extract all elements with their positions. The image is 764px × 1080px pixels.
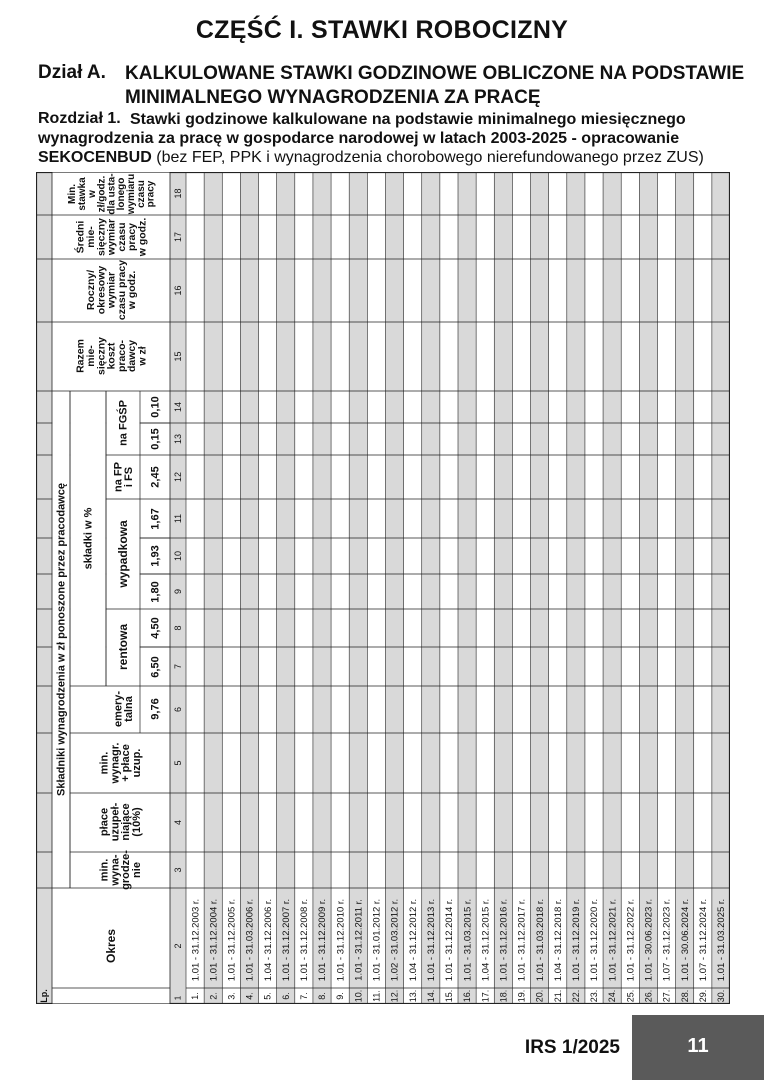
header-na-fgsp-text: na FGŚP — [117, 400, 130, 446]
column-number-6 — [173, 707, 183, 712]
header-razem-text: praco- — [115, 339, 128, 373]
row-okres — [625, 899, 636, 981]
column-number-4-text: 4 — [173, 819, 184, 826]
row-shade — [422, 172, 440, 1004]
row-okres — [353, 899, 364, 981]
row-okres — [317, 899, 328, 981]
row-lp — [607, 990, 617, 1003]
column-number-7 — [173, 664, 183, 669]
row-shade — [385, 172, 403, 1004]
row-shade — [494, 172, 512, 1004]
header-min-stawka-text: dla usta- — [106, 173, 118, 215]
row-okres-text: 1.01 - 31.12.2022 r. — [625, 898, 637, 982]
row-okres-text: 1.02 - 31.03.2012 r. — [389, 898, 401, 982]
column-number-18-text: 18 — [173, 188, 184, 199]
header-rentowa-text: rentowa — [116, 623, 131, 671]
row-shade — [240, 172, 258, 1004]
header-razem — [75, 337, 149, 375]
header-na-fp-fs-text: na FP — [112, 462, 125, 492]
rate-rentowa-1 — [150, 617, 162, 638]
header-min-stawka-text: w — [86, 190, 98, 198]
header-min-stawka-text: stawka — [77, 177, 88, 211]
row-lp-text: 5. — [262, 992, 273, 1000]
row-lp-text: 16. — [462, 989, 473, 1003]
section-title: KALKULOWANE STAWKI GODZINOWE OBLICZONE NA PODSTAWIE MINIMALNEGO WYNAGRODZENIA ZA PRACĘ — [125, 63, 745, 108]
row-lp-text: 14. — [425, 989, 436, 1003]
row-shade — [277, 172, 295, 1004]
header-min-stawka-text: wymiaru — [126, 173, 137, 215]
header-sredni-text: w godz. — [136, 217, 149, 257]
row-okres-text: 1.01 - 31.03.2006 r. — [244, 898, 256, 982]
rate-wypadkowa-1-text: 1,93 — [149, 545, 162, 567]
header-roczny-text: czasu pracy — [115, 259, 128, 321]
row-lp — [335, 992, 345, 1000]
row-lp-text: 2. — [208, 992, 219, 1000]
header-min-stawka-text: czasu — [135, 180, 147, 208]
header-roczny-text: Roczny/ — [85, 269, 97, 311]
header-place-uzupelniajace-text: (10%) — [130, 807, 143, 837]
row-lp — [190, 992, 200, 1000]
header-min-wynagrodzenie-text: wyna- — [109, 854, 122, 886]
column-number-3-text: 3 — [173, 867, 184, 873]
rate-rentowa-0-text: 6,50 — [149, 656, 162, 678]
column-number-16-text: 16 — [173, 285, 184, 296]
lp-strip — [36, 172, 52, 1004]
header-min-stawka-text: pracy — [145, 180, 157, 208]
row-okres — [245, 899, 256, 981]
row-okres-text: 1.01 - 31.12.2009 r. — [317, 898, 329, 982]
column-number-10 — [173, 551, 183, 561]
column-number-17 — [173, 232, 183, 242]
row-okres-text: 1.01 - 31.12.2019 r. — [571, 898, 583, 982]
rate-fgsp-0 — [150, 428, 162, 449]
header-place-uzupelniajace — [99, 802, 143, 841]
column-number-14 — [173, 402, 183, 412]
column-number-15-text: 15 — [173, 351, 184, 362]
header-emerytalna-text: emery- — [112, 690, 125, 728]
row-okres — [517, 899, 528, 981]
row-okres — [426, 899, 437, 981]
row-lp — [698, 990, 708, 1003]
row-okres-text: 1.01 - 31.12.2004 r. — [208, 898, 220, 982]
column-number-2-text: 2 — [173, 943, 184, 949]
row-lp — [480, 990, 490, 1003]
header-place-uzupelniajace-text: uzupeł- — [109, 802, 122, 842]
header-sredni — [74, 218, 149, 258]
row-lp — [426, 990, 436, 1003]
column-number-9 — [173, 589, 183, 594]
chapter-description — [38, 110, 738, 167]
column-number-13-text: 13 — [173, 433, 184, 445]
column-number-6-text: 6 — [173, 706, 184, 713]
column-number-10-text: 10 — [173, 550, 184, 562]
row-lp — [589, 990, 599, 1003]
row-lp — [353, 990, 363, 1003]
row-okres — [553, 899, 564, 981]
row-okres — [462, 899, 473, 981]
header-wypadkowa-text: wypadkowa — [116, 520, 131, 588]
row-lp — [408, 990, 418, 1003]
header-place-uzupelniajace-text: płace — [98, 807, 111, 837]
row-okres — [390, 899, 401, 981]
row-lp — [444, 990, 454, 1003]
row-okres — [589, 899, 600, 981]
column-number-11 — [173, 514, 183, 523]
row-okres — [571, 899, 582, 981]
row-lp — [716, 990, 726, 1003]
row-okres-text: 1.01 - 31.12.2003 r. — [190, 898, 202, 982]
rate-fgsp-0-text: 0,15 — [149, 428, 162, 450]
footer-issue-bar — [0, 1015, 632, 1080]
row-lp-text: 7. — [298, 992, 309, 1000]
row-okres — [644, 899, 655, 981]
rate-fgsp-1 — [150, 396, 162, 417]
row-okres — [535, 899, 546, 981]
column-number-2 — [173, 943, 183, 948]
row-okres-text: 1.01 - 31.12.2014 r. — [444, 898, 456, 982]
header-min-stawka-text: lonego — [116, 177, 128, 211]
header-razem-text: mie- — [85, 345, 97, 367]
row-lp-text: 12. — [389, 989, 400, 1003]
row-shade — [603, 172, 621, 1004]
header-roczny-text: wymiar — [105, 271, 118, 309]
row-okres-text: 1.01 - 31.01.2012 r. — [371, 898, 383, 982]
row-shade — [531, 172, 549, 1004]
row-okres — [607, 899, 618, 981]
row-lp-text: 27. — [661, 989, 672, 1003]
row-lp-text: 1. — [190, 992, 201, 1000]
row-lp-text: 23. — [589, 989, 600, 1003]
header-sredni-text: czasu — [115, 222, 128, 252]
rates-table-grid — [36, 172, 730, 1004]
row-lp — [553, 990, 563, 1003]
row-lp — [571, 990, 581, 1003]
header-lp-text: Lp. — [39, 989, 50, 1003]
footer-page-box — [632, 1015, 764, 1080]
column-number-strip — [170, 172, 186, 1004]
column-number-8-text: 8 — [173, 625, 184, 631]
header-razem-text: w zł — [136, 346, 149, 366]
header-min-plus-place-text: min. — [98, 751, 111, 775]
header-razem-text: Razem — [74, 339, 87, 373]
header-min-plus-place-text: wynagr. — [109, 742, 122, 784]
group-header-skladki — [83, 507, 95, 569]
row-okres-text: 1.04 - 31.12.2015 r. — [480, 898, 492, 982]
rate-fp-text: 2,45 — [149, 466, 162, 488]
row-shade — [458, 172, 476, 1004]
column-number-4 — [173, 820, 183, 825]
row-okres — [698, 899, 709, 981]
group-header-skladniki-text: Składniki wynagrodzenia w zł ponoszone przez pracodawcę — [55, 483, 68, 796]
row-lp-text: 29. — [697, 989, 708, 1003]
row-lp-text: 19. — [516, 989, 527, 1003]
rates-table — [36, 172, 730, 1004]
row-shade — [313, 172, 331, 1004]
rate-rentowa-1-text: 4,50 — [149, 617, 162, 639]
rate-rentowa-0 — [150, 656, 162, 677]
row-lp — [644, 990, 654, 1003]
row-okres — [299, 899, 310, 981]
row-okres-text: 1.01 - 31.03.2025 r. — [716, 898, 728, 982]
column-number-12 — [173, 472, 183, 482]
row-shade — [676, 172, 694, 1004]
header-roczny-text: w godz. — [126, 270, 139, 310]
column-number-9-text: 9 — [173, 588, 184, 595]
header-sredni-text: sięczny — [95, 218, 108, 256]
row-okres-text: 1.01 - 30.06.2024 r. — [679, 898, 691, 982]
column-number-12-text: 12 — [173, 471, 184, 483]
rate-wypadkowa-0-text: 1,80 — [149, 581, 162, 603]
row-lp — [299, 992, 309, 1000]
row-okres-text: 1.01 - 31.12.2016 r. — [498, 898, 510, 982]
row-okres-text: 1.01 - 31.12.2011 r. — [353, 899, 365, 981]
column-number-7-text: 7 — [173, 663, 184, 670]
header-min-stawka-text: zł/godz. — [96, 175, 108, 213]
rate-wypadkowa-2-text: 1,67 — [149, 508, 162, 530]
row-lp-text: 21. — [552, 989, 563, 1003]
page-number: 11 — [687, 1035, 709, 1057]
row-shade — [712, 172, 730, 1004]
header-na-fp-fs-text: i FS — [123, 466, 136, 488]
row-okres-text: 1.01 - 31.12.2017 r. — [516, 898, 528, 982]
header-min-stawka-text: Min. — [67, 184, 79, 204]
column-number-14-text: 14 — [173, 401, 184, 413]
column-number-3 — [173, 867, 183, 872]
row-okres — [680, 899, 691, 981]
row-okres-text: 1.01 - 31.12.2021 r. — [607, 898, 619, 982]
header-wypadkowa — [116, 520, 130, 589]
header-lp — [39, 989, 49, 1003]
row-lp-text: 8. — [317, 992, 328, 1000]
row-lp-text: 26. — [643, 989, 654, 1003]
header-okres-text: Okres — [104, 928, 119, 964]
column-number-1-text: 1 — [173, 995, 183, 1001]
footer-issue: IRS 1/2025 — [524, 1037, 620, 1058]
row-lp-text: 3. — [226, 992, 237, 1000]
row-lp-text: 30. — [716, 989, 727, 1003]
header-min-wynagrodzenie-text: min. — [98, 858, 111, 882]
header-sredni-text: Średni — [74, 220, 87, 254]
row-okres — [372, 899, 383, 981]
row-lp-text: 10. — [353, 989, 364, 1003]
row-okres-text: 1.01 - 31.12.2005 r. — [226, 898, 238, 982]
row-lp-text: 6. — [280, 992, 291, 1000]
column-number-8 — [173, 625, 183, 630]
column-number-18 — [173, 188, 183, 198]
row-okres-text: 1.04 - 31.12.2012 r. — [407, 898, 419, 982]
rate-emerytalna-text: 9,76 — [149, 698, 162, 720]
column-number-16 — [173, 285, 183, 295]
header-na-fp-fs — [112, 462, 135, 492]
group-header-skladniki — [56, 483, 68, 796]
row-lp-text: 9. — [335, 992, 346, 1000]
row-lp-text: 18. — [498, 989, 509, 1003]
header-sredni-text: wymiar — [105, 218, 118, 256]
row-okres — [499, 899, 510, 981]
row-lp — [390, 990, 400, 1003]
row-lp-text: 11. — [371, 990, 382, 1002]
row-okres — [281, 899, 292, 981]
row-lp-text: 4. — [244, 992, 255, 1000]
row-lp — [625, 990, 635, 1003]
row-okres — [190, 899, 201, 981]
header-okres — [104, 929, 118, 963]
rate-wypadkowa-1 — [150, 545, 162, 566]
row-okres-text: 1.01 - 31.03.2018 r. — [534, 898, 546, 982]
header-emerytalna-text: talna — [123, 696, 136, 722]
row-okres — [444, 899, 455, 981]
row-okres — [716, 899, 727, 981]
column-number-11-text: 11 — [173, 513, 184, 524]
row-lp-text: 28. — [679, 989, 690, 1003]
row-lp — [535, 990, 545, 1003]
column-number-13 — [173, 434, 183, 444]
column-number-1 — [174, 995, 183, 1000]
column-number-17-text: 17 — [173, 231, 184, 243]
row-lp — [208, 992, 218, 1000]
row-lp — [462, 990, 472, 1003]
row-lp — [263, 992, 273, 1000]
row-lp-text: 15. — [444, 989, 455, 1003]
row-okres-text: 1.04 - 31.12.2018 r. — [552, 898, 564, 982]
header-min-plus-place-text: uzup. — [130, 748, 143, 778]
column-number-15 — [173, 351, 183, 361]
row-lp — [680, 990, 690, 1003]
row-okres — [335, 899, 346, 981]
row-lp — [245, 992, 255, 1000]
row-shade — [639, 172, 657, 1004]
rate-fp — [150, 466, 162, 487]
header-emerytalna — [112, 691, 135, 727]
row-okres — [408, 899, 419, 981]
chapter-description-normal: (bez FEP, PPK i wynagrodzenia chorobowego nierefundowanego przez ZUS) — [156, 149, 704, 166]
row-okres-text: 1.01 - 31.12.2007 r. — [280, 898, 292, 982]
rate-emerytalna — [150, 698, 162, 719]
group-header-skladki-text: składki w % — [82, 507, 95, 570]
row-lp — [517, 990, 527, 1003]
row-okres-text: 1.07 - 31.12.2023 r. — [661, 898, 673, 982]
row-lp — [372, 990, 382, 1002]
row-shade — [349, 172, 367, 1004]
header-razem-text: dawcy — [126, 339, 139, 373]
chapter-description-bold: Stawki godzinowe kalkulowane na podstawie minimalnego miesięcznego wynagrodzenia za pracę w gospodarce narodowej w latach 2003-2025 - opracowanie SEKOCENBUD — [38, 111, 686, 166]
header-roczny-text: okresowy — [95, 265, 108, 315]
header-place-uzupelniajace-text: niające — [120, 803, 133, 841]
row-okres-text: 1.01 - 31.12.2013 r. — [426, 898, 437, 982]
rate-wypadkowa-2 — [150, 508, 162, 529]
row-lp — [226, 992, 236, 1000]
row-lp — [281, 992, 291, 1000]
header-min-wynagrodzenie-text: nie — [130, 862, 143, 878]
rate-wypadkowa-0 — [150, 581, 162, 602]
row-lp — [317, 992, 327, 1000]
row-okres-text: 1.04 - 31.12.2006 r. — [262, 898, 274, 982]
chapter-label: Rozdział 1. — [38, 110, 121, 127]
column-number-5 — [173, 760, 183, 765]
row-okres-text: 1.01 - 31.12.2010 r. — [335, 898, 347, 982]
section-label: Dział A. — [38, 62, 106, 83]
row-okres — [263, 899, 274, 981]
header-min-plus-place-text: + płace — [120, 744, 133, 782]
row-shade — [204, 172, 222, 1004]
header-razem-text: koszt — [105, 342, 118, 370]
row-lp-text: 20. — [534, 989, 545, 1003]
row-okres — [227, 899, 238, 981]
row-okres — [480, 899, 491, 981]
row-lp-text: 17. — [480, 989, 491, 1003]
row-lp-text: 25. — [625, 989, 636, 1003]
row-okres-text: 1.01 - 31.03.2015 r. — [462, 898, 474, 982]
row-okres — [208, 899, 219, 981]
header-razem-text: sięczny — [95, 337, 108, 375]
header-na-fgsp — [117, 400, 130, 446]
row-lp — [498, 990, 508, 1003]
row-okres-text: 1.07 - 31.12.2024 r. — [698, 898, 709, 982]
header-sredni-text: pracy — [126, 222, 139, 252]
page-title: CZĘŚĆ I. STAWKI ROBOCIZNY — [195, 16, 569, 44]
row-okres-text: 1.01 - 31.12.2020 r. — [589, 898, 601, 982]
header-min-wynagrodzenie-text: grodze- — [120, 850, 133, 890]
header-sredni-text: mie- — [85, 226, 97, 248]
row-lp-text: 13. — [407, 989, 418, 1003]
row-lp-text: 22. — [570, 989, 581, 1003]
row-lp-text: 24. — [607, 989, 618, 1003]
header-rentowa — [116, 624, 130, 670]
row-okres-text: 1.01 - 31.12.2008 r. — [299, 898, 311, 982]
row-okres — [662, 899, 673, 981]
row-okres-text: 1.01 - 30.06.2023 r. — [643, 898, 655, 982]
column-number-5-text: 5 — [173, 760, 184, 766]
row-lp — [662, 990, 672, 1003]
rate-fgsp-1-text: 0,10 — [149, 396, 162, 418]
row-shade — [567, 172, 585, 1004]
